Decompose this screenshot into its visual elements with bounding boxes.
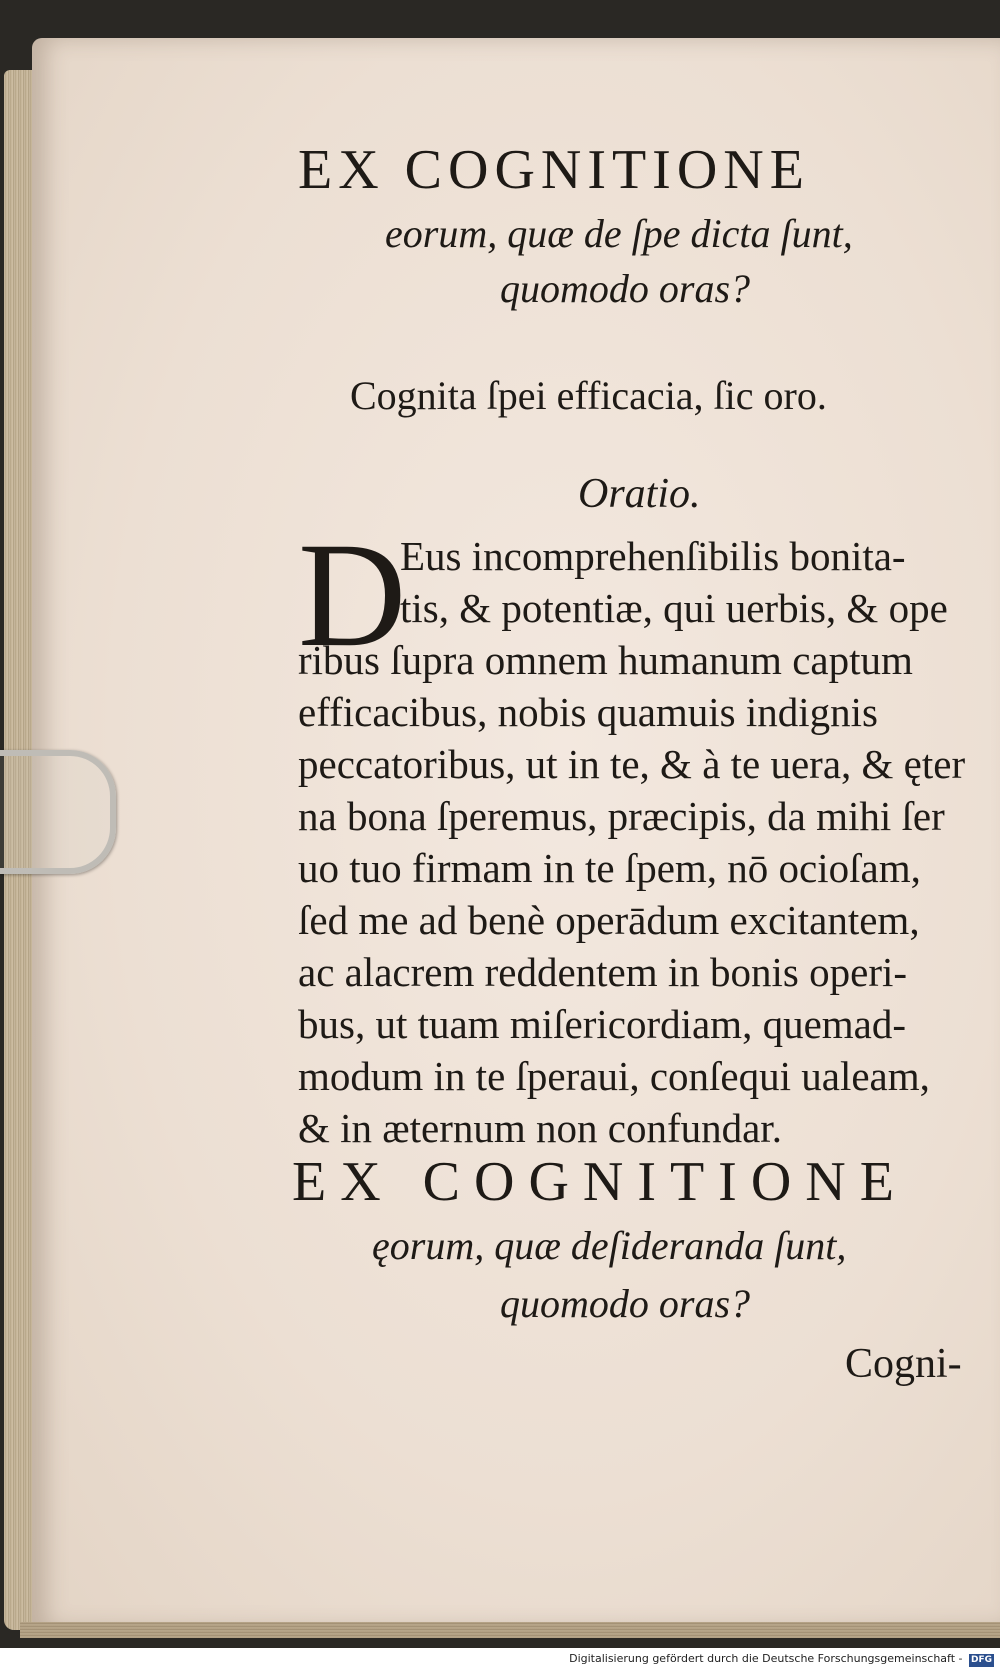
answer-line: Cognita ſpei efficacia, ſic oro. <box>350 373 827 418</box>
paper-clip-icon <box>0 750 116 874</box>
prayer-line: tis, & potentiæ, qui uerbis, & ope <box>400 585 948 631</box>
digitization-credit-bar <box>0 1648 1000 1669</box>
prayer-line: ſed me ad benè operādum excitantem, <box>298 897 920 943</box>
prayer-line: efficacibus, nobis quamuis indignis <box>298 689 879 735</box>
heading2-line3: quomodo oras? <box>500 1281 751 1326</box>
book-bottom-edge <box>20 1622 1000 1638</box>
prayer-line: ac alacrem reddentem in bonis operi- <box>298 949 908 995</box>
prayer-line: ribus ſupra omnem humanum captum <box>298 637 913 683</box>
prayer-line: na bona ſperemus, præcipis, da mihi ſer <box>298 793 945 839</box>
heading1-caps: EX COGNITIONE <box>298 139 810 201</box>
prayer-line: modum in te ſperaui, conſequi ualeam, <box>298 1053 930 1099</box>
catchword: Cogni- <box>845 1341 962 1387</box>
prayer-line: Eus incomprehenſibilis bonita- <box>400 533 906 579</box>
dfg-logo: DFG <box>970 1655 992 1665</box>
prayer-line: uo tuo firmam in te ſpem, nō ocioſam, <box>298 845 921 891</box>
prayer-line: peccatoribus, ut in te, & à te uera, & ęter <box>298 741 966 787</box>
prayer-line: & in æternum non confundar. <box>298 1105 782 1151</box>
bleed-through-shadow <box>300 250 311 301</box>
oratio-title: Oratio. <box>578 471 701 517</box>
digitization-credit: Digitalisierung gefördert durch die Deutsche Forschungsgemeinschaft - <box>569 1652 963 1665</box>
heading2-line2: ęorum, quæ deſideranda ſunt, <box>372 1223 847 1268</box>
prayer-dropcap: D <box>298 512 407 678</box>
heading1-line2: eorum, quæ de ſpe dicta ſunt, <box>385 211 853 256</box>
heading2-caps: EX COGNITIONE <box>292 1151 908 1213</box>
heading1-line3: quomodo oras? <box>500 266 751 311</box>
prayer-line: bus, ut tuam miſericordiam, quemad- <box>298 1001 907 1047</box>
